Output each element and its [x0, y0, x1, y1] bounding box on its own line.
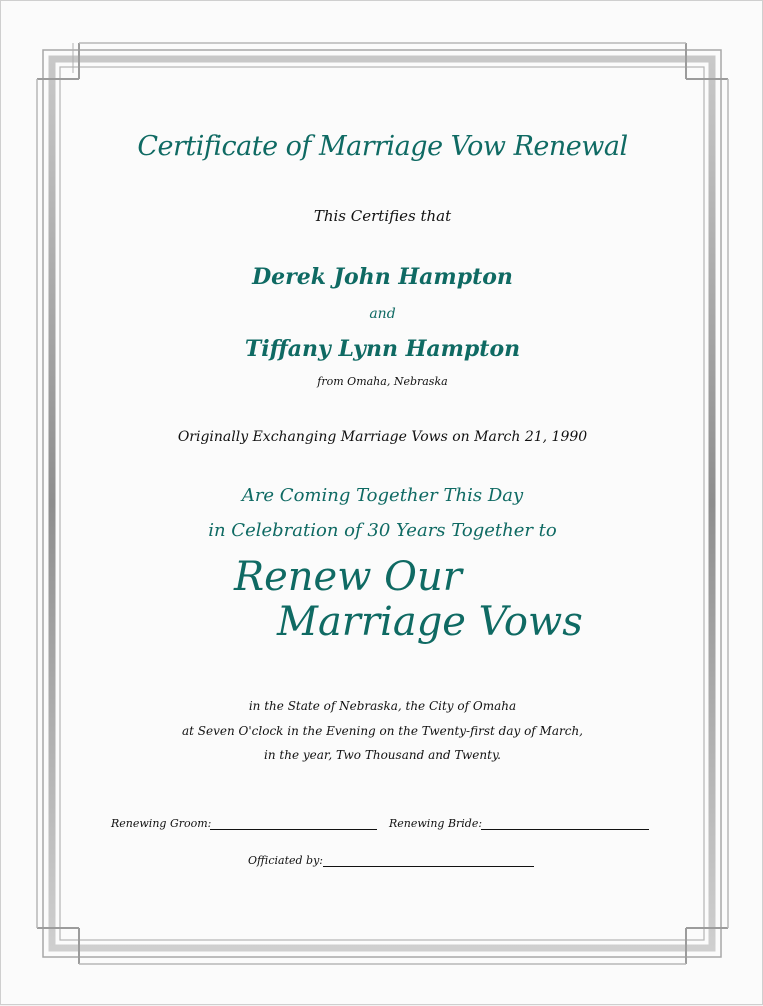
officiant-signature-line[interactable] [323, 866, 534, 867]
groom-signature-line[interactable] [210, 829, 377, 830]
location-text: in the State of Nebraska, the City of Omaha [248, 699, 517, 713]
certifies-text: This Certifies that [313, 207, 452, 225]
year-text: in the year, Two Thousand and Twenty. [264, 748, 501, 762]
celebration-text: in Celebration of 30 Years Together to [208, 520, 557, 541]
time-text: at Seven O'clock in the Evening on the Twenty-first day of March, [182, 724, 583, 738]
groom-signature-label: Renewing Groom: [111, 817, 212, 830]
coming-together-text: Are Coming Together This Day [241, 485, 524, 506]
hometown-text: from Omaha, Nebraska [317, 375, 448, 388]
original-vows-text: Originally Exchanging Marriage Vows on March 21, 1990 [177, 429, 588, 445]
renew-heading-line2: Marriage Vows [277, 599, 583, 645]
first-name: Derek John Hampton [252, 264, 513, 290]
certificate-title: Certificate of Marriage Vow Renewal [137, 131, 628, 162]
second-name: Tiffany Lynn Hampton [244, 336, 521, 362]
bride-signature-line[interactable] [481, 829, 649, 830]
renew-heading-line1: Renew Our [234, 554, 462, 600]
officiant-signature-label: Officiated by: [248, 854, 323, 867]
bride-signature-label: Renewing Bride: [389, 817, 483, 830]
and-text: and [369, 306, 396, 322]
